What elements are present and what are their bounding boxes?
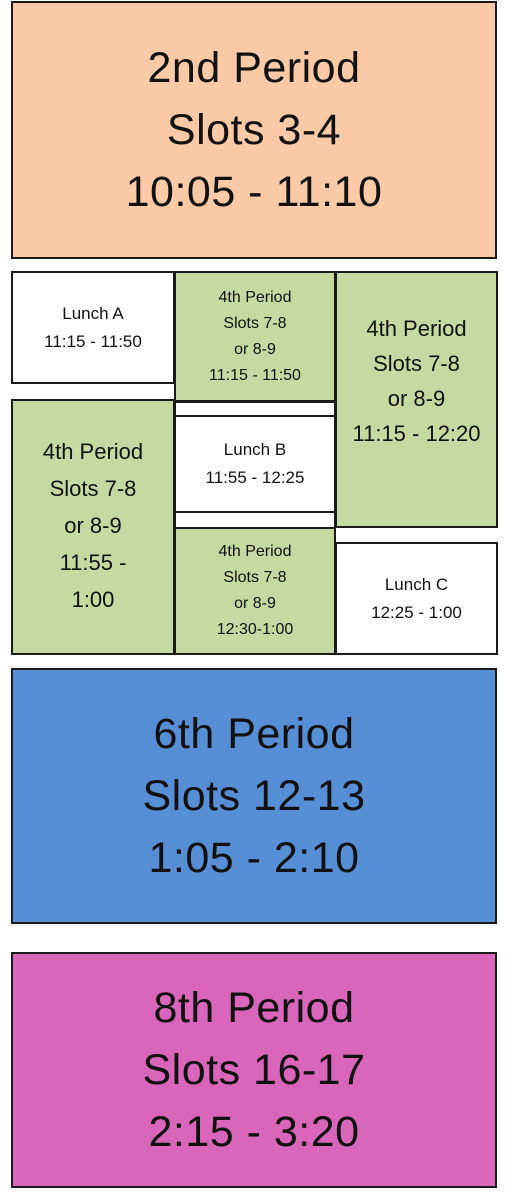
fourth-top-middle-alt: or 8-9 (234, 340, 276, 358)
lunch-a-time: 11:15 - 11:50 (44, 331, 142, 351)
fourth-right-slots: Slots 7-8 (373, 351, 460, 376)
fourth-left-slots: Slots 7-8 (49, 476, 137, 501)
fourth-period-right-block (335, 271, 498, 528)
lunch-a-title: Lunch A (62, 303, 124, 323)
fourth-right-time: 11:15 - 12:20 (352, 421, 481, 446)
eighth-period-slots: Slots 16-17 (142, 1046, 366, 1094)
fourth-left-time-end: 1:00 (71, 587, 115, 612)
fourth-left-alt: or 8-9 (64, 513, 122, 538)
fourth-top-middle-slots: Slots 7-8 (223, 314, 287, 332)
fourth-period-left-block (11, 399, 175, 655)
fourth-period-top-middle-block (174, 271, 336, 402)
second-period-time: 10:05 - 11:10 (125, 168, 383, 216)
fourth-period-bottom-middle-block (174, 527, 336, 655)
fourth-right-alt: or 8-9 (387, 386, 446, 411)
fourth-bottom-middle-title: 4th Period (218, 543, 292, 560)
lunch-b-title: Lunch B (223, 440, 287, 459)
fourth-bottom-middle-slots: Slots 7-8 (223, 569, 287, 586)
sixth-period-title: 6th Period (153, 710, 355, 758)
lunch-b-block (174, 415, 336, 513)
fourth-left-title: 4th Period (42, 439, 144, 464)
lunch-c-title: Lunch C (384, 574, 449, 594)
sixth-period-block (11, 668, 497, 924)
fourth-top-middle-time: 11:15 - 11:50 (209, 366, 301, 384)
lunch-a-block (11, 271, 175, 384)
fourth-bottom-middle-alt: or 8-9 (234, 595, 276, 612)
eighth-period-block (11, 952, 497, 1188)
fourth-bottom-middle-time: 12:30-1:00 (216, 621, 294, 638)
fourth-right-title: 4th Period (366, 316, 467, 341)
second-period-block (11, 1, 497, 259)
second-period-slots: Slots 3-4 (166, 106, 342, 154)
fourth-left-time-start: 11:55 - (59, 550, 127, 575)
lunch-c-time: 12:25 - 1:00 (371, 602, 462, 622)
second-period-title: 2nd Period (147, 44, 361, 92)
eighth-period-time: 2:15 - 3:20 (148, 1108, 360, 1156)
eighth-period-title: 8th Period (153, 984, 355, 1032)
lunch-c-block (335, 542, 498, 655)
sixth-period-time: 1:05 - 2:10 (148, 834, 360, 882)
lunch-b-time: 11:55 - 12:25 (205, 468, 305, 487)
fourth-top-middle-title: 4th Period (218, 288, 292, 306)
sixth-period-slots: Slots 12-13 (142, 772, 366, 820)
